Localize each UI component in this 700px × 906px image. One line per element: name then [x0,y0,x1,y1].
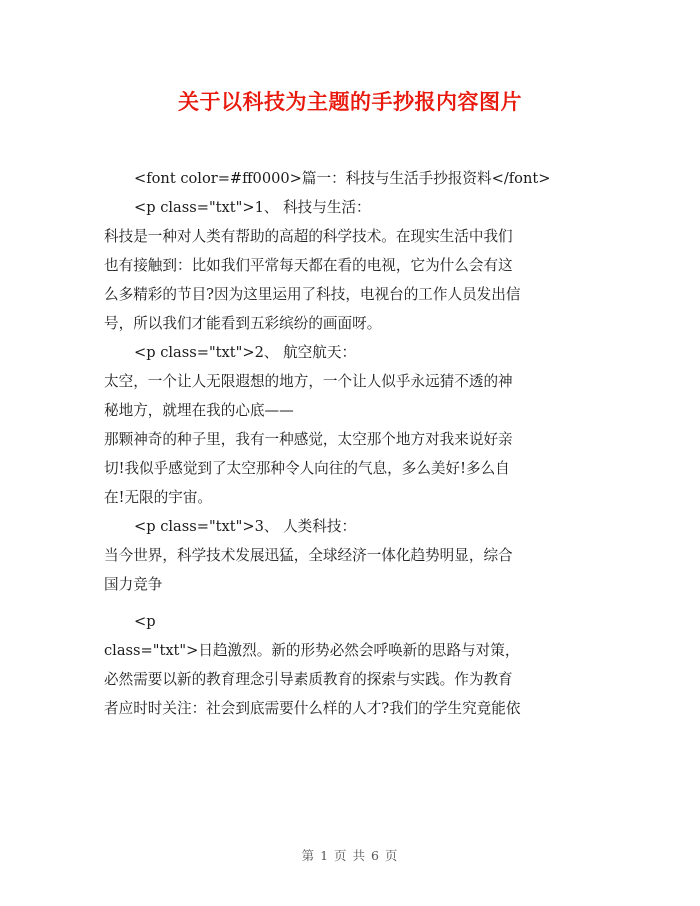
document-body [104,164,600,723]
paragraph-line: 在!无限的宇宙。 [104,489,213,506]
paragraph-heading-1: <p class="txt">1、 科技与生活： [134,199,371,216]
paragraph-line: 必然需要以新的教育理念引导素质教育的探索与实践。作为教育 [104,671,513,688]
page-footer: 第 1 页 共 6 页 [301,848,399,863]
document-title: 关于以科技为主题的手抄报内容图片 [178,90,522,114]
paragraph-line: 者应时时关注：社会到底需要什么样的人才?我们的学生究竟能依 [104,700,521,717]
paragraph-line: 当今世界，科学技术发展迅猛，全球经济一体化趋势明显，综合 [104,547,513,564]
paragraph-line: 国力竞争 [104,576,163,593]
paragraph-line: 科技是一种对人类有帮助的高超的科学技术。在现实生活中我们 [104,228,513,245]
paragraph-line: 号，所以我们才能看到五彩缤纷的画面呀。 [104,315,382,332]
section-heading-line: <font color=#ff0000>篇一：科技与生活手抄报资料</font> [134,170,551,187]
paragraph-line: 秘地方，就埋在我的心底—— [104,402,294,419]
paragraph-line: 切!我似乎感觉到了太空那种令人向往的气息，多么美好!多么自 [104,460,510,477]
paragraph-line: 么多精彩的节目?因为这里运用了科技，电视台的工作人员发出信 [104,286,521,303]
paragraph-line: 太空，一个让人无限遐想的地方，一个让人似乎永远猜不透的神 [104,373,513,390]
paragraph-line: class="txt">日趋激烈。新的形势必然会呼唤新的思路与对策， [104,642,520,659]
paragraph-heading-3: <p class="txt">3、 人类科技： [134,518,357,535]
paragraph-heading-2: <p class="txt">2、 航空航天： [134,344,357,361]
paragraph-line: <p [134,613,156,630]
paragraph-line: 那颗神奇的种子里，我有一种感觉，太空那个地方对我来说好亲 [104,431,513,448]
paragraph-line: 也有接触到：比如我们平常每天都在看的电视，它为什么会有这 [104,257,513,274]
